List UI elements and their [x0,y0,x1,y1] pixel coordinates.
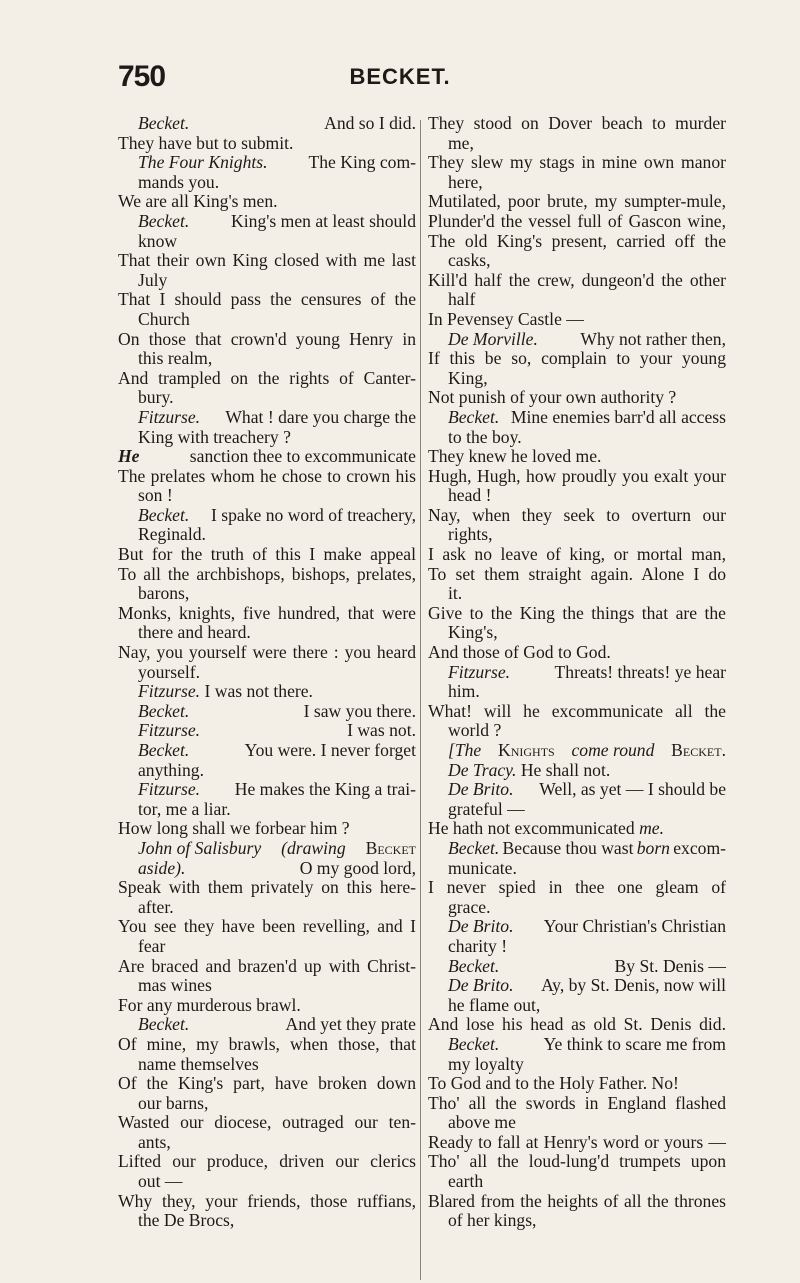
line-text: Because thou wast [502,837,634,858]
stage-direction: [The [448,740,482,760]
speaker-name: The Four Knights. [138,152,268,173]
text-line [118,839,416,859]
text-line: this realm, [138,348,213,369]
line-text: Mine enemies barr'd all access [510,406,726,427]
text-line [118,859,416,879]
line-text: Threats! threats! ye hear [554,661,726,682]
text-line [118,212,416,232]
text-line: world ? [448,720,502,741]
text-line: Not punish of your own authority ? [428,387,677,408]
text-line: We are all King's men. [118,191,278,212]
text-line: I never spied in thee one gleam of [428,877,726,898]
text-line: me, [448,132,474,153]
text-line: On those that crown'd young Henry in [118,328,416,349]
text-line: there and heard. [138,622,251,643]
speaker-name: De Tracy. [448,759,517,780]
page-header [0,60,800,100]
text-line: Monks, knights, five hundred, that were [118,602,416,623]
text-line: July [138,269,168,290]
text-line: Blared from the heights of all the thrones [428,1190,726,1211]
emphasis: born [636,837,670,858]
speaker-name: Becket. [138,740,190,760]
text-line: out — [138,1171,183,1192]
text-line: earth [448,1171,484,1192]
line-text: What ! dare you charge the [225,406,416,427]
text-line [118,682,416,702]
text-line: here, [448,171,483,192]
text-line [428,1035,726,1055]
text-line [428,761,726,781]
text-line [428,819,726,839]
text-line: But for the truth of this I make appeal [118,544,416,565]
text-line [118,506,416,526]
stage-direction: (drawing [281,837,346,858]
text-line: know [138,230,178,251]
speaker-name: De Morville. [448,328,538,349]
speaker-name: He [118,446,140,467]
text-line: Lifted our produce, driven our clerics [118,1151,416,1172]
text-line: Wasted our diocese, outraged our ten- [118,1112,416,1133]
text-line: barons, [138,583,190,604]
text-line [118,114,416,134]
line-text: sanction thee to excommunicate [189,446,416,467]
line-text: By St. Denis — [614,955,726,976]
text-line: head ! [448,485,492,506]
speaker-name: Becket. [138,700,190,721]
text-line: That I should pass the censures of the [118,289,416,310]
speaker-name: Becket. [138,113,190,133]
text-line: anything. [138,759,204,780]
text-line: rights, [448,524,493,545]
text-line: Why they, your friends, those ruffians, [118,1190,416,1211]
speaker-name: Becket. [448,1033,500,1054]
text-line: municate. [448,857,517,878]
line-text: And yet they prate [285,1014,416,1035]
text-line: it. [448,583,463,604]
speaker-name: Fitzurse. [448,661,511,682]
text-line: him. [448,681,480,702]
speaker-name: Becket. [448,837,500,858]
line-text: The King com- [308,152,416,173]
text-line [118,721,416,741]
text-line: to the boy. [448,426,522,447]
speaker-name: Becket. [138,210,190,231]
line-text: I was not. [347,720,416,741]
text-line: The prelates whom he chose to crown his [118,465,416,486]
text-line: King with treachery ? [138,426,291,447]
speaker-name: De Brito. [448,975,514,996]
text-line: Kill'd half the crew, dungeon'd the other [428,269,726,290]
text-line: grace. [448,896,491,917]
line-text: excom- [673,837,726,858]
line-text: O my good lord, [299,857,416,878]
speaker-name: Becket. [138,504,190,525]
text-line: They knew he loved me. [428,446,602,467]
text-line: What! will he excommunicate all the [428,700,726,721]
text-line: grateful — [448,798,525,819]
running-head: BECKET. [349,64,451,89]
character-name: Becket. [671,740,726,760]
text-line: Are braced and brazen'd up with Christ- [118,955,416,976]
text-line: I ask no leave of king, or mortal man, [428,544,726,565]
text-line: To all the archbishops, bishops, prelates, [118,563,416,584]
text-line: Of mine, my brawls, when those, that [118,1033,416,1054]
text-line: Hugh, Hugh, how proudly you exalt your [428,465,726,486]
text-line: They slew my stags in mine own manor [428,152,726,173]
text-line [428,976,726,996]
speaker-name: De Brito. [448,779,514,800]
text-line: And trampled on the rights of Canter- [118,367,416,388]
text-line: For any murderous brawl. [118,994,301,1015]
text-line: Ready to fall at Henry's word or yours — [428,1131,726,1152]
text-line: bury. [138,387,174,408]
text-line: charity ! [448,935,508,956]
speaker-name: Becket. [138,1014,190,1035]
text-line: Mutilated, poor brute, my sumpter-mule, [428,191,726,212]
text-line [428,663,726,683]
text-line: Nay, you yourself were there : you heard [118,642,416,663]
line-text: Well, as yet — I should be [539,779,726,800]
text-line: King's, [448,622,498,643]
line-text: And so I did. [324,113,416,133]
text-line [118,1015,416,1035]
speaker-name: De Brito. [448,916,514,937]
text-line: mands you. [138,171,220,192]
text-line [118,741,416,761]
text-line: son ! [138,485,173,506]
text-line: he flame out, [448,994,541,1015]
page-number: 750 [118,60,166,93]
text-line [428,330,726,350]
emphasis: me. [639,818,664,839]
text-line: casks, [448,250,491,271]
text-line [118,702,416,722]
text-line [428,408,726,428]
speaker-name: Fitzurse. [138,779,201,800]
text-line: King, [448,367,488,388]
speaker-name: Fitzurse. [138,720,201,741]
text-line [428,917,726,937]
speaker-name: Becket. [448,406,500,427]
right-column [428,114,726,1231]
text-line: That their own King closed with me last [118,250,416,271]
text-line: They stood on Dover beach to murder [428,113,726,133]
text-line: To set them straight again. Alone I do [428,563,726,584]
text-line: Reginald. [138,524,206,545]
line-text: I saw you there. [303,700,416,721]
line-text: I was not there. [204,681,313,702]
text-line: How long shall we forbear him ? [118,818,350,839]
text-line: If this be so, complain to your young [428,348,726,369]
line-text: He makes the King a trai- [234,779,416,800]
text-line: of her kings, [448,1210,537,1231]
stage-direction: come round [571,740,655,760]
text-line: Speak with them privately on this here- [118,877,416,898]
left-column [118,114,416,1231]
text-line: tor, me a liar. [138,798,231,819]
text-line: our barns, [138,1092,209,1113]
character-name: Knights [498,740,555,760]
text-line: And those of God to God. [428,642,611,663]
text-line [118,447,416,467]
text-line: above me [448,1112,516,1133]
stage-direction: aside). [138,857,186,878]
text-line [118,780,416,800]
text-line: mas wines [138,975,212,996]
text-line: Tho' all the loud-lung'd trumpets upon [428,1151,726,1172]
speaker-name: John of Salisbury [138,837,262,858]
stage-direction-line [428,741,726,761]
line-text: Ye think to scare me from [543,1033,726,1054]
speaker-name: Becket. [448,955,500,976]
text-line: They have but to submit. [118,132,294,153]
text-line: half [448,289,476,310]
text-line: And lose his head as old St. Denis did. [428,1014,726,1035]
text-line: You see they have been revelling, and I [118,916,416,937]
text-line: The old King's present, carried off the [428,230,726,251]
text-line: name themselves [138,1053,259,1074]
text-line [118,408,416,428]
text-line: after. [138,896,174,917]
text-line: ants, [138,1131,171,1152]
speaker-name: Fitzurse. [138,681,201,702]
text-line [428,839,726,859]
line-text: He hath not excommunicated [428,818,635,839]
text-line [428,957,726,977]
line-text: Why not rather then, [580,328,726,349]
text-line: Plunder'd the vessel full of Gascon wine, [428,210,726,231]
text-line: Nay, when they seek to overturn our [428,504,726,525]
line-text: Your Christian's Christian [543,916,726,937]
text-line: fear [138,935,166,956]
text-line: Of the King's part, have broken down [118,1073,416,1094]
character-name: Becket [365,837,416,858]
text-line: yourself. [138,661,201,682]
text-line: Tho' all the swords in England flashed [428,1092,726,1113]
line-text: Ay, by St. Denis, now will [541,975,726,996]
line-text: You were. I never forget [244,740,416,760]
text-line: To God and to the Holy Father. No! [428,1073,679,1094]
text-line [118,153,416,173]
column-divider [420,120,421,1280]
text-line [428,780,726,800]
text-line: In Pevensey Castle — [428,308,584,329]
line-text: I spake no word of treachery, [210,504,416,525]
text-line: Church [138,308,190,329]
line-text: He shall not. [520,759,611,780]
text-line: Give to the King the things that are the [428,602,726,623]
text-line: my loyalty [448,1053,524,1074]
text-line: the De Brocs, [138,1210,235,1231]
speaker-name: Fitzurse. [138,406,201,427]
line-text: King's men at least should [231,210,416,231]
